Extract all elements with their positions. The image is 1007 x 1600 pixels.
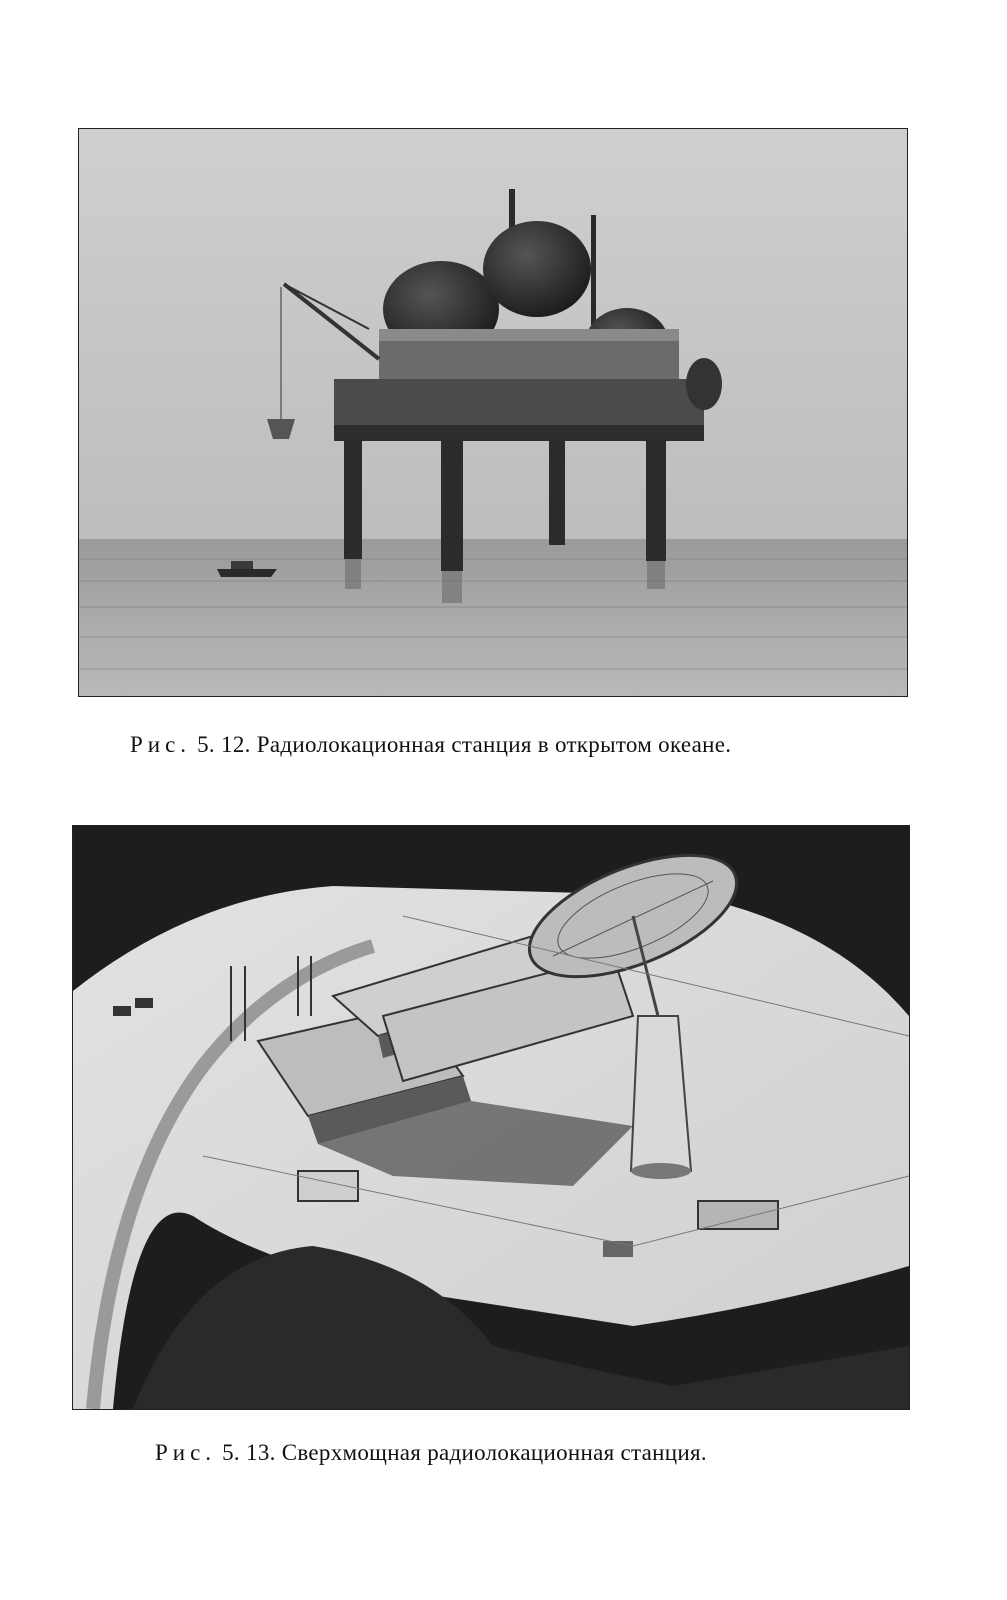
figure-caption-5-12 [130, 732, 731, 758]
figure-number: 5. 13. [222, 1440, 276, 1465]
figure-caption-5-13 [155, 1440, 707, 1466]
figure-caption-text: Сверхмощная радиолокационная станция. [281, 1440, 707, 1465]
figure-label-prefix: Рис. [155, 1440, 217, 1465]
figure-ocean-radar-station [78, 128, 908, 697]
radar-station-illustration [73, 826, 909, 1409]
figure-high-power-radar-station [72, 825, 910, 1410]
figure-caption-text: Радиолокационная станция в открытом океане. [256, 732, 732, 757]
figure-number: 5. 12. [197, 732, 251, 757]
ocean-radar-illustration [79, 129, 907, 696]
figure-label-prefix: Рис. [130, 732, 192, 757]
